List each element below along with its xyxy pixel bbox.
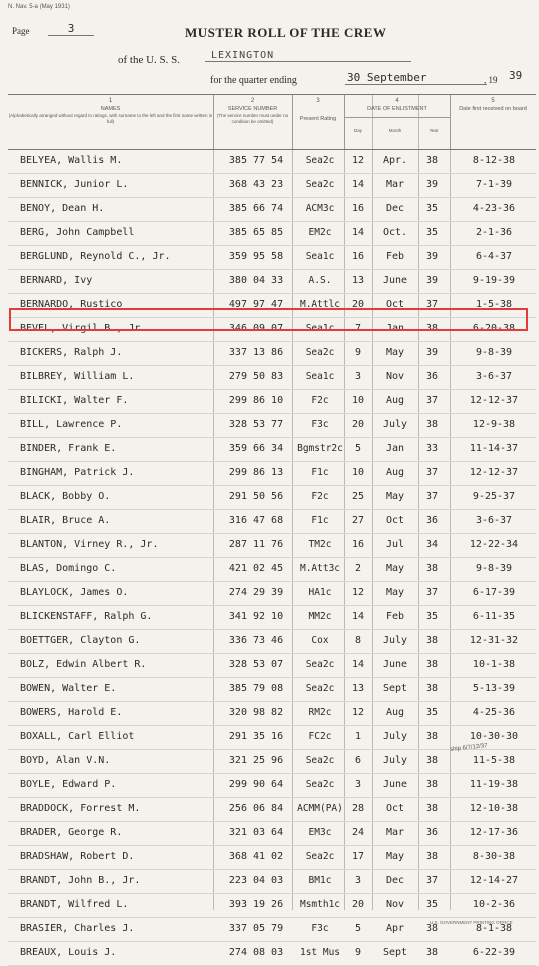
- service-number-cell: 274 08 03: [228, 947, 284, 958]
- service-number-cell: 368 43 23: [228, 179, 284, 190]
- received-date-cell: 12-12-37: [469, 395, 519, 406]
- enlist-month-cell: Mar: [385, 827, 405, 838]
- received-date-cell: 10-30-30: [469, 731, 519, 742]
- rating-cell: TM2c: [308, 539, 332, 550]
- name-cell: BRADSHAW, Robert D.: [20, 851, 135, 862]
- name-cell: BRADER, George R.: [20, 827, 123, 838]
- table-row: [8, 270, 536, 294]
- enlist-year-cell: 38: [425, 851, 439, 862]
- service-number-cell: 393 19 26: [228, 899, 284, 910]
- service-number-cell: 287 11 76: [228, 539, 284, 550]
- rating-cell: BM1c: [308, 875, 332, 886]
- enlist-day-cell: 24: [351, 827, 365, 838]
- enlist-month-cell: June: [382, 659, 408, 670]
- enlist-month-cell: Nov: [385, 899, 405, 910]
- enlist-day-cell: 20: [351, 899, 365, 910]
- enlist-month-cell: Dec: [385, 875, 405, 886]
- enlist-day-cell: 10: [351, 395, 365, 406]
- enlist-year-cell: 35: [425, 203, 439, 214]
- table-row: [8, 558, 536, 582]
- received-date-cell: 8-12-38: [472, 155, 516, 166]
- name-cell: BOLZ, Edwin Albert R.: [20, 659, 147, 670]
- enlist-day-cell: 6: [354, 755, 362, 766]
- rating-cell: Sea2c: [305, 779, 335, 790]
- received-date-cell: 6-22-39: [472, 947, 516, 958]
- rating-cell: A.S.: [308, 275, 332, 286]
- table-row: [8, 894, 536, 918]
- enlist-year-cell: 36: [425, 371, 439, 382]
- table-row: [8, 750, 536, 774]
- table-row: [8, 174, 536, 198]
- enlist-year-cell: 38: [425, 659, 439, 670]
- service-number-cell: 291 35 16: [228, 731, 284, 742]
- enlist-day-cell: 25: [351, 491, 365, 502]
- enlist-month-cell: July: [382, 755, 408, 766]
- enlist-day-cell: 13: [351, 683, 365, 694]
- enlist-day-cell: 3: [354, 875, 362, 886]
- name-cell: BRADDOCK, Forrest M.: [20, 803, 141, 814]
- enlist-month-cell: Oct.: [382, 227, 408, 238]
- name-cell: BLANTON, Virney R., Jr.: [20, 539, 159, 550]
- enlist-month-cell: Jan: [385, 443, 405, 454]
- muster-table: [8, 94, 536, 966]
- rating-cell: EM2c: [308, 227, 332, 238]
- rating-cell: 1st Mus: [299, 947, 341, 958]
- name-cell: BERNARD, Ivy: [20, 275, 93, 286]
- enlist-month-cell: Jul: [385, 539, 405, 550]
- enlist-month-cell: July: [382, 731, 408, 742]
- enlist-month-cell: July: [382, 419, 408, 430]
- service-number-cell: 291 50 56: [228, 491, 284, 502]
- table-row: [8, 438, 536, 462]
- enlist-month-cell: May: [385, 563, 405, 574]
- table-row: [8, 366, 536, 390]
- enlist-month-cell: Sept: [382, 947, 408, 958]
- enlist-year-cell: 38: [425, 755, 439, 766]
- enlist-year-cell: 38: [425, 779, 439, 790]
- header-rating: 3 Present Rating: [292, 95, 345, 149]
- received-date-cell: 7-1-39: [475, 179, 513, 190]
- name-cell: BINGHAM, Patrick J.: [20, 467, 135, 478]
- enlist-year-cell: 35: [425, 227, 439, 238]
- enlist-month-cell: Jan: [385, 323, 405, 334]
- table-row: [8, 246, 536, 270]
- name-cell: BRANDT, John B., Jr.: [20, 875, 141, 886]
- enlist-month-cell: May: [385, 491, 405, 502]
- year-suffix: 39: [509, 69, 523, 82]
- name-cell: BRANDT, Wilfred L.: [20, 899, 129, 910]
- received-date-cell: 9-8-39: [475, 347, 513, 358]
- enlist-year-cell: 38: [425, 947, 439, 958]
- enlist-year-cell: 37: [425, 875, 439, 886]
- table-row: [8, 846, 536, 870]
- service-number-cell: 274 29 39: [228, 587, 284, 598]
- table-row: [8, 606, 536, 630]
- rating-cell: Cox: [311, 635, 329, 646]
- enlist-month-cell: Aug: [385, 395, 405, 406]
- enlist-year-cell: 33: [425, 443, 439, 454]
- received-date-cell: 12-17-36: [469, 827, 519, 838]
- enlist-year-cell: 38: [425, 731, 439, 742]
- rating-cell: Msmth1c: [299, 899, 341, 910]
- rating-cell: Sea1c: [305, 371, 335, 382]
- received-date-cell: 9-8-39: [475, 563, 513, 574]
- uss-label: of the U. S. S.: [118, 54, 181, 66]
- enlist-day-cell: 20: [351, 419, 365, 430]
- enlist-year-cell: 38: [425, 635, 439, 646]
- enlist-year-cell: 37: [425, 299, 439, 310]
- rating-cell: Sea2c: [305, 683, 335, 694]
- table-header: [8, 94, 536, 150]
- enlist-month-cell: May: [385, 851, 405, 862]
- rating-cell: Sea1c: [305, 323, 335, 334]
- table-row: [8, 198, 536, 222]
- service-number-cell: 380 04 33: [228, 275, 284, 286]
- enlist-day-cell: 9: [354, 947, 362, 958]
- rating-cell: M.Attlc: [299, 299, 341, 310]
- name-cell: BOWERS, Harold E.: [20, 707, 123, 718]
- received-date-cell: 12-22-34: [469, 539, 519, 550]
- table-row: [8, 222, 536, 246]
- enlist-day-cell: 27: [351, 515, 365, 526]
- enlist-day-cell: 14: [351, 227, 365, 238]
- received-date-cell: 12-31-32: [469, 635, 519, 646]
- rating-cell: ACM3c: [305, 203, 335, 214]
- service-number-cell: 341 92 10: [228, 611, 284, 622]
- rating-cell: HA1c: [308, 587, 332, 598]
- table-row: [8, 774, 536, 798]
- name-cell: BENNICK, Junior L.: [20, 179, 129, 190]
- enlist-year-cell: 37: [425, 395, 439, 406]
- received-date-cell: 11-5-38: [472, 755, 516, 766]
- enlist-month-cell: Oct: [385, 803, 405, 814]
- name-cell: BENOY, Dean H.: [20, 203, 105, 214]
- ship-name: LEXINGTON: [205, 50, 411, 62]
- service-number-cell: 337 13 86: [228, 347, 284, 358]
- enlist-day-cell: 12: [351, 707, 365, 718]
- table-row: [8, 942, 536, 966]
- rating-cell: Bgmstr2c: [297, 443, 343, 454]
- rating-cell: F3c: [311, 419, 329, 430]
- name-cell: BOYLE, Edward P.: [20, 779, 117, 790]
- header-names: 1 NAMES (Alphabetically arranged without regard to ratings, with surname to the left and the first name written in full): [8, 95, 214, 149]
- table-row: [8, 510, 536, 534]
- enlist-month-cell: Oct: [385, 299, 405, 310]
- rating-cell: EM3c: [308, 827, 332, 838]
- name-cell: BELYEA, Wallis M.: [20, 155, 123, 166]
- enlist-year-cell: 35: [425, 707, 439, 718]
- enlist-year-cell: 37: [425, 587, 439, 598]
- received-date-cell: 1-5-38: [475, 299, 513, 310]
- enlist-month-cell: Nov: [385, 371, 405, 382]
- enlist-month-cell: Apr.: [382, 155, 408, 166]
- enlist-day-cell: 28: [351, 803, 365, 814]
- printer-footer: U.S. GOVERNMENT PRINTING OFFICE: [430, 920, 513, 925]
- enlist-day-cell: 3: [354, 779, 362, 790]
- received-date-cell: 3-6-37: [475, 371, 513, 382]
- service-number-cell: 328 53 07: [228, 659, 284, 670]
- service-number-cell: 368 41 02: [228, 851, 284, 862]
- rating-cell: Sea2c: [305, 347, 335, 358]
- name-cell: BLAIR, Bruce A.: [20, 515, 111, 526]
- quarter-date: 30 September: [345, 71, 487, 85]
- service-number-cell: 359 95 58: [228, 251, 284, 262]
- service-number-cell: 497 97 47: [228, 299, 284, 310]
- received-date-cell: 8-30-38: [472, 851, 516, 862]
- enlist-year-cell: 38: [425, 683, 439, 694]
- table-row: [8, 390, 536, 414]
- rating-cell: F3c: [311, 923, 329, 934]
- name-cell: BICKERS, Ralph J.: [20, 347, 123, 358]
- rating-cell: F1c: [311, 515, 329, 526]
- service-number-cell: 321 25 96: [228, 755, 284, 766]
- enlist-year-cell: 35: [425, 899, 439, 910]
- table-row: [8, 702, 536, 726]
- enlist-day-cell: 3: [354, 371, 362, 382]
- received-date-cell: 12-10-38: [469, 803, 519, 814]
- header-enlistment: 4 DATE OF ENLISTMENT Day Month Year: [344, 95, 451, 149]
- form-id: N. Nav. 5-a (May 1931): [8, 4, 70, 10]
- enlist-month-cell: May: [385, 587, 405, 598]
- name-cell: BREAUX, Louis J.: [20, 947, 117, 958]
- table-row: [8, 798, 536, 822]
- enlist-year-cell: 39: [425, 275, 439, 286]
- name-cell: BILICKI, Walter F.: [20, 395, 129, 406]
- enlist-day-cell: 2: [354, 563, 362, 574]
- rating-cell: Sea1c: [305, 251, 335, 262]
- service-number-cell: 256 06 84: [228, 803, 284, 814]
- enlist-year-cell: 37: [425, 491, 439, 502]
- received-date-cell: 12-9-38: [472, 419, 516, 430]
- highlight-box: [9, 308, 528, 331]
- enlist-day-cell: 14: [351, 179, 365, 190]
- enlist-day-cell: 16: [351, 251, 365, 262]
- name-cell: BRASIER, Charles J.: [20, 923, 135, 934]
- enlist-year-cell: 39: [425, 347, 439, 358]
- name-cell: BERGLUND, Reynold C., Jr.: [20, 251, 171, 262]
- received-date-cell: 9-25-37: [472, 491, 516, 502]
- enlist-year-cell: 38: [425, 155, 439, 166]
- enlist-day-cell: 16: [351, 203, 365, 214]
- received-date-cell: 4-23-36: [472, 203, 516, 214]
- received-date-cell: 11-19-38: [469, 779, 519, 790]
- service-number-cell: 421 02 45: [228, 563, 284, 574]
- received-date-cell: 8-1-38: [475, 923, 513, 934]
- page-label: Page: [12, 26, 30, 36]
- service-number-cell: 385 65 85: [228, 227, 284, 238]
- enlist-month-cell: Feb: [385, 611, 405, 622]
- rating-cell: ACMM(PA): [297, 803, 343, 814]
- received-date-cell: 12-14-27: [469, 875, 519, 886]
- enlist-day-cell: 10: [351, 467, 365, 478]
- enlist-year-cell: 38: [425, 803, 439, 814]
- enlist-day-cell: 5: [354, 923, 362, 934]
- name-cell: BLICKENSTAFF, Ralph G.: [20, 611, 153, 622]
- table-row: [8, 678, 536, 702]
- enlist-year-cell: 38: [425, 419, 439, 430]
- enlist-year-cell: 39: [425, 179, 439, 190]
- enlist-month-cell: Oct: [385, 515, 405, 526]
- enlist-year-cell: 36: [425, 827, 439, 838]
- enlist-month-cell: Dec: [385, 203, 405, 214]
- received-date-cell: 6-17-39: [472, 587, 516, 598]
- document-title: MUSTER ROLL OF THE CREW: [185, 25, 387, 40]
- service-number-cell: 346 09 07: [228, 323, 284, 334]
- table-row: [8, 414, 536, 438]
- table-row: [8, 582, 536, 606]
- name-cell: BLACK, Bobby O.: [20, 491, 111, 502]
- enlist-day-cell: 7: [354, 323, 362, 334]
- enlist-day-cell: 8: [354, 635, 362, 646]
- received-date-cell: 3-6-37: [475, 515, 513, 526]
- service-number-cell: 336 73 46: [228, 635, 284, 646]
- enlist-day-cell: 12: [351, 155, 365, 166]
- table-row: [8, 342, 536, 366]
- received-date-cell: 9-19-39: [472, 275, 516, 286]
- rating-cell: M.Att3c: [299, 563, 341, 574]
- table-row: [8, 822, 536, 846]
- service-number-cell: 316 47 68: [228, 515, 284, 526]
- received-date-cell: 5-13-39: [472, 683, 516, 694]
- received-date-cell: 6-4-37: [475, 251, 513, 262]
- name-cell: BINDER, Frank E.: [20, 443, 117, 454]
- enlist-day-cell: 13: [351, 275, 365, 286]
- received-date-cell: 6-20-38: [472, 323, 516, 334]
- service-number-cell: 223 04 03: [228, 875, 284, 886]
- name-cell: BOWEN, Walter E.: [20, 683, 117, 694]
- header-date-received: 5 Date first received on board: [459, 98, 527, 112]
- enlist-year-cell: 36: [425, 515, 439, 526]
- rating-cell: MM2c: [308, 611, 332, 622]
- enlist-month-cell: Apr: [385, 923, 405, 934]
- header-service-number: 2 SERVICE NUMBER (The service number must under no condition be omitted): [213, 95, 293, 149]
- rating-cell: F2c: [311, 491, 329, 502]
- enlist-day-cell: 12: [351, 587, 365, 598]
- name-cell: BEVEL, Virgil B., Jr.: [20, 323, 147, 334]
- enlist-month-cell: Sept: [382, 683, 408, 694]
- table-row: [8, 486, 536, 510]
- name-cell: BOETTGER, Clayton G.: [20, 635, 141, 646]
- service-number-cell: 328 53 77: [228, 419, 284, 430]
- table-row: [8, 534, 536, 558]
- name-cell: BILBREY, William L.: [20, 371, 135, 382]
- enlist-year-cell: 38: [425, 323, 439, 334]
- service-number-cell: 359 66 34: [228, 443, 284, 454]
- service-number-cell: 299 86 10: [228, 395, 284, 406]
- service-number-cell: 299 86 13: [228, 467, 284, 478]
- quarter-label: for the quarter ending: [210, 75, 297, 86]
- name-cell: BOYD, Alan V.N.: [20, 755, 111, 766]
- margin-annotation: ship 6/7/12/37: [449, 743, 488, 753]
- enlist-year-cell: 37: [425, 467, 439, 478]
- table-row: [8, 654, 536, 678]
- name-cell: BERNARDO, Rustico: [20, 299, 123, 310]
- enlist-year-cell: 39: [425, 251, 439, 262]
- rating-cell: FC2c: [308, 731, 332, 742]
- enlist-day-cell: 14: [351, 659, 365, 670]
- enlist-month-cell: Feb: [385, 251, 405, 262]
- received-date-cell: 2-1-36: [475, 227, 513, 238]
- year-prefix: , 19: [484, 75, 498, 85]
- service-number-cell: 321 03 64: [228, 827, 284, 838]
- rating-cell: RM2c: [308, 707, 332, 718]
- service-number-cell: 299 90 64: [228, 779, 284, 790]
- table-row: [8, 630, 536, 654]
- page-number: 3: [48, 22, 94, 36]
- enlist-month-cell: Aug: [385, 467, 405, 478]
- name-cell: BLAYLOCK, James O.: [20, 587, 129, 598]
- enlist-month-cell: July: [382, 635, 408, 646]
- rating-cell: F1c: [311, 467, 329, 478]
- enlist-day-cell: 16: [351, 539, 365, 550]
- service-number-cell: 337 05 79: [228, 923, 284, 934]
- received-date-cell: 6-11-35: [472, 611, 516, 622]
- enlist-day-cell: 9: [354, 347, 362, 358]
- received-date-cell: 10-1-38: [472, 659, 516, 670]
- enlist-month-cell: Mar: [385, 179, 405, 190]
- rating-cell: Sea2c: [305, 851, 335, 862]
- table-row: [8, 870, 536, 894]
- enlist-day-cell: 14: [351, 611, 365, 622]
- received-date-cell: 10-2-36: [472, 899, 516, 910]
- service-number-cell: 385 77 54: [228, 155, 284, 166]
- enlist-year-cell: 35: [425, 611, 439, 622]
- service-number-cell: 320 98 82: [228, 707, 284, 718]
- rating-cell: Sea2c: [305, 755, 335, 766]
- name-cell: BLAS, Domingo C.: [20, 563, 117, 574]
- enlist-month-cell: May: [385, 347, 405, 358]
- name-cell: BERG, John Campbell: [20, 227, 135, 238]
- rating-cell: F2c: [311, 395, 329, 406]
- rating-cell: Sea2c: [305, 659, 335, 670]
- received-date-cell: 4-25-36: [472, 707, 516, 718]
- enlist-month-cell: June: [382, 779, 408, 790]
- service-number-cell: 385 66 74: [228, 203, 284, 214]
- table-row: [8, 150, 536, 174]
- service-number-cell: 279 50 83: [228, 371, 284, 382]
- enlist-day-cell: 20: [351, 299, 365, 310]
- received-date-cell: 12-12-37: [469, 467, 519, 478]
- received-date-cell: 11-14-37: [469, 443, 519, 454]
- name-cell: BILL, Lawrence P.: [20, 419, 123, 430]
- enlist-year-cell: 34: [425, 539, 439, 550]
- enlist-day-cell: 5: [354, 443, 362, 454]
- roster-rows: [8, 150, 536, 966]
- service-number-cell: 385 79 08: [228, 683, 284, 694]
- rating-cell: Sea2c: [305, 155, 335, 166]
- enlist-day-cell: 17: [351, 851, 365, 862]
- table-row: [8, 462, 536, 486]
- enlist-day-cell: 1: [354, 731, 362, 742]
- enlist-month-cell: June: [382, 275, 408, 286]
- rating-cell: Sea2c: [305, 179, 335, 190]
- enlist-year-cell: 38: [425, 923, 439, 934]
- name-cell: BOXALL, Carl Elliot: [20, 731, 135, 742]
- enlist-year-cell: 38: [425, 563, 439, 574]
- enlist-month-cell: Aug: [385, 707, 405, 718]
